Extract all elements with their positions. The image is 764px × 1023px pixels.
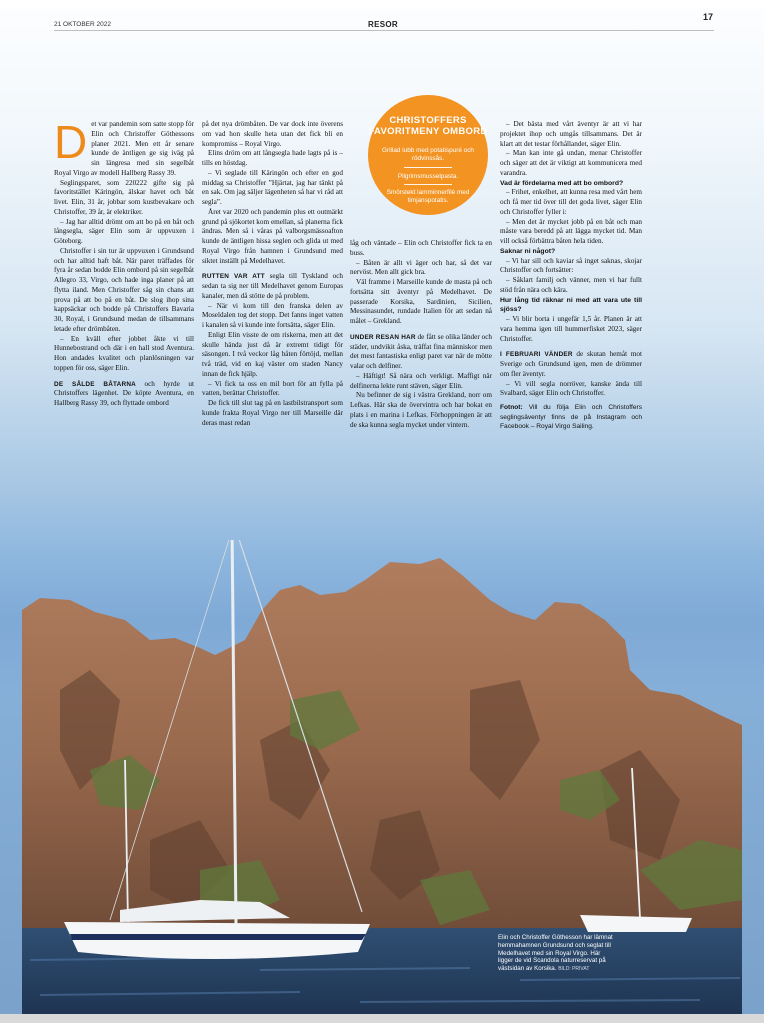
menu-divider bbox=[404, 184, 452, 185]
paragraph-text: de skutan hemåt mot Sverige och Grundsund igen, men de drömmer om fler äventyr. bbox=[500, 350, 643, 378]
infobox-title bbox=[368, 115, 488, 137]
interview-question: Vad är fördelarna med att bo ombord? bbox=[500, 179, 624, 187]
interview-question: Hur lång tid räknar ni med att vara ute till sjöss? bbox=[500, 296, 642, 314]
intro-text: et var pandemin som satte stopp för Elin och Christoffer Göthessons planer 2021. Men ett år senare kunde de äntligen ge sig iväg på sin längresa med sin segelbåt Royal Virgo av modell Hallberg Rassy 39. bbox=[54, 120, 194, 177]
paragraph: – Vi vill segla norröver, kanske ända till Svalbard, säger Elin och Christoffer. bbox=[500, 379, 642, 398]
photo-caption bbox=[498, 934, 613, 974]
favorite-menu-infobox bbox=[368, 95, 488, 215]
bottom-bar bbox=[0, 1014, 764, 1023]
section-title: RESOR bbox=[368, 20, 398, 29]
caption-text: Elin och Christoffer Göthesson har lämnat hemmahamnen Grundsund och seglat till Medelhavet med sin Royal Virgo. Här ligger de vid Scandola naturreservat på västsidan av Korsika. bbox=[498, 934, 613, 973]
infobox-title-line: FAVORITMENY OMBORD bbox=[368, 126, 488, 137]
menu-item: Grillad lubb med potatispuré och rödvinssås. bbox=[381, 147, 474, 162]
photo-credit: BILD: PRIVAT bbox=[558, 966, 590, 973]
paragraph: Nu befinner de sig i västra Grekland, norr om Lefkas. Här ska de övervintra och har bokat en plats i en marina i Lefkas. Förhoppningen är att de ska kunna segla mycket under vintern. bbox=[350, 391, 492, 429]
page-header bbox=[0, 12, 764, 28]
intro-paragraph bbox=[54, 116, 194, 179]
paragraph bbox=[350, 333, 492, 372]
paragraph: – Häftigt! Så nära och verkligt. Maffigt när delfinerna lekte runt stäven, säger Elin. bbox=[350, 371, 492, 390]
footnote bbox=[500, 403, 642, 432]
interview-question: Saknar ni något? bbox=[500, 247, 556, 255]
page-number: 17 bbox=[703, 12, 714, 22]
subhead-lead: RUTTEN VAR ATT bbox=[202, 273, 265, 281]
paragraph: på det nya drömbåten. De var dock inte överens om vad hon skulle heta utan det fick bli en kompromiss – Royal Virgo. bbox=[202, 120, 343, 148]
paragraph: – Vi fick ta oss en mil bort för att fylla på vatten, berättar Christoffer. bbox=[202, 379, 343, 398]
article-column-4 bbox=[500, 120, 642, 432]
paragraph: Elins dröm om att långsegla hade lagts på is – tills en höstdag. bbox=[202, 149, 343, 167]
subhead-lead: DE SÅLDE BÅTARNA bbox=[54, 380, 136, 388]
paragraph bbox=[54, 380, 194, 409]
subhead-lead: I FEBRUARI VÄNDER bbox=[500, 351, 573, 359]
paragraph: Christoffer i sin tur är uppvuxen i Grundsund och har alltid haft båt. När paret träffades för fyra år sedan bodde Elin ombord på sin segelbåt Allegro 33, Virgo, och hade inga planer på att flytta iland. Men Christoffer såg sin chans att prova på att bo på en båt. De slog ihop sina kappsäckar och bodde på Christoffers Bavaria 30, Royal, i Grundsund medan de tillsammans letade efter drömbåten. bbox=[54, 246, 194, 333]
paragraph: Enligt Elin visste de om riskerna, men att det skulle hända just då är extremt tidigt för säsongen. I två veckor låg båten förtöjd, mellan två träd, vid en kaj väster om staden Nancy innan de fick hjälp. bbox=[202, 330, 343, 378]
paragraph bbox=[500, 350, 642, 379]
paragraph: – Vi blir borta i ungefär 1,5 år. Planen är att vara hemma igen till hummerfisket 2023, säger Christoffer. bbox=[500, 315, 642, 343]
article-column-1 bbox=[54, 116, 194, 409]
paragraph bbox=[202, 272, 343, 301]
paragraph: – Jag har alltid drömt om att bo på en båt och långsegla, säger Elin som är uppvuxen i Göteborg. bbox=[54, 217, 194, 245]
paragraph: – Båten är allt vi äger och har, så det var nervöst. Men allt gick bra. bbox=[350, 258, 492, 277]
paragraph: – En kväll efter jobbet åkte vi till Hunnebostrand och där i en hall stod Aventura. Hon andades kvalitet och planlösningen var toppen för oss, säger Elin. bbox=[54, 334, 194, 372]
paragraph: – Vi seglade till Käringön och efter en god middag sa Christoffer ”Hjärtat, jag har tänkt på en sak. Om jag säljer lägenheten så har vi råd att segla”. bbox=[202, 168, 343, 206]
sailboat-photo bbox=[0, 540, 764, 1014]
article-column-2 bbox=[202, 120, 343, 428]
drop-cap: D bbox=[54, 116, 88, 168]
paragraph-text: och hyrde ut Christoffers lägenhet. De köpte Aventura, en Hallberg Rassy 39, och flyttade ombord bbox=[54, 379, 194, 407]
paragraph: – Frihet, enkelhet, att kunna resa med vårt hem och få mer tid över till det goda livet, säger Elin och Christoffer fyller i: bbox=[500, 188, 642, 216]
menu-divider bbox=[404, 167, 452, 168]
paragraph: – Det bästa med vårt äventyr är att vi har projektet ihop och umgås tillsammans. Det är klart att det testar förhållandet, säger Elin. bbox=[500, 120, 642, 148]
menu-item: Smörstekt lamminnerfilé med timjanspotatis. bbox=[386, 189, 470, 204]
paragraph: Året var 2020 och pandemin plus ett outmärkt grund på sjökortet kom emellan, så planerna fick ändras. Men så i våras på valborgsmässoafton kunde de äntligen hissa seglen och glida ut med Royal Virgo från hamnen i Grundsund med siktet inställt på Medelhavet. bbox=[202, 207, 343, 265]
paragraph: låg och väntade – Elin och Christoffer fick ta en buss. bbox=[350, 239, 492, 257]
paragraph: Seglingsparet, som 220222 gifte sig på favoritstället Käringön, älskar havet och båt livet. Elin, 31 år, jobbar som kustbevakare och Christoffer, 39 år, är elektriker. bbox=[54, 178, 194, 216]
paragraph: – Man kan inte gå undan, menar Christoffer och säger att det är viktigt att kommunicera med varandra. bbox=[500, 149, 642, 177]
issue-date: 21 OKTOBER 2022 bbox=[54, 21, 111, 28]
infobox-title-line: CHRISTOFFERS bbox=[389, 115, 467, 126]
menu-item: Pilgrimsmusselpasta. bbox=[397, 173, 459, 180]
paragraph: – När vi kom till den franska delen av Moseldalen tog det stopp. Det fanns inget vatten i kanalen så vi kunde inte fortsätta, säger Elin. bbox=[202, 301, 343, 329]
article-column-3 bbox=[350, 239, 492, 430]
paragraph: Väl framme i Marseille kunde de masta på och fortsätta sitt äventyr på Medelhavet. De passerade Korsika, Sardinien, Sicilien, Messinasundet, rundade Italien för att sedan nå målet – Grekland. bbox=[350, 278, 492, 325]
footnote-text: Vill du följa Elin och Christoffers seglingsäventyr finns de på Instagram och Facebook – Royal Virgo Sailing. bbox=[500, 404, 642, 430]
paragraph: De fick till slut tag på en lastbilstransport som kunde frakta Royal Virgo ner till Marseille där deras mast redan bbox=[202, 399, 343, 427]
paragraph: – Men det är mycket jobb på en båt och man måste vara beredd på att lägga mycket tid. Man vill också förbättra båten hela tiden. bbox=[500, 217, 642, 245]
paragraph: – Vi har sill och kaviar så inget saknas, skojar Christoffer och fortsätter: bbox=[500, 256, 642, 275]
paragraph-text: segla till Tyskland och sedan ta sig ner till Medelhavet genom Europas kanaler, men då stötte de på problem. bbox=[202, 272, 343, 300]
paragraph-text: de fått se olika länder och städer, undvikit åska, träffat fina människor men det mest fantastiska enligt paret var när de mötte valar och delfiner. bbox=[350, 332, 492, 370]
top-margin bbox=[0, 0, 764, 8]
header-rule bbox=[54, 30, 714, 31]
paragraph: – Såklart familj och vänner, men vi har fullt stöd från nära och kära. bbox=[500, 276, 642, 294]
footnote-lead: Fotnot: bbox=[500, 404, 523, 411]
subhead-lead: UNDER RESAN HAR bbox=[350, 333, 416, 341]
